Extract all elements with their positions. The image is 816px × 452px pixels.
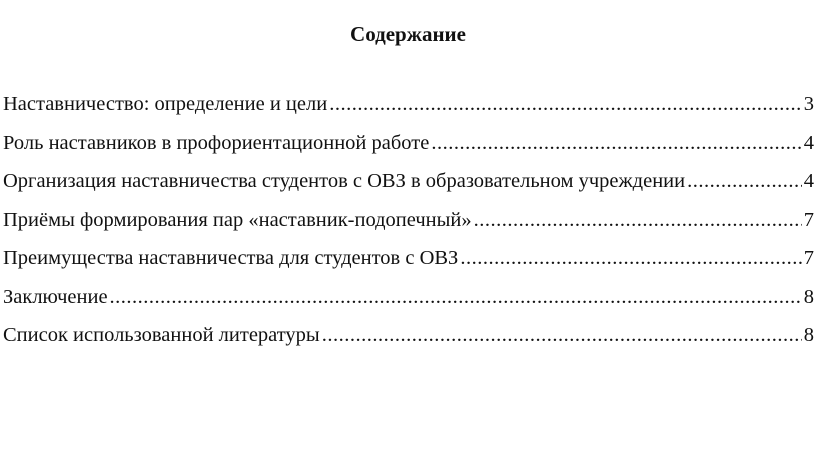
toc-entry-title: Организация наставничества студентов с ОВЗ в образовательном учреждении	[3, 170, 686, 192]
dot-leader	[110, 278, 802, 317]
table-of-contents	[3, 85, 814, 355]
dot-leader	[460, 239, 801, 278]
dot-leader	[322, 316, 802, 355]
toc-entry-title: Наставничество: определение и цели	[3, 93, 328, 115]
toc-entry[interactable]	[3, 162, 814, 201]
page-title: Содержание	[350, 22, 466, 46]
toc-entry[interactable]	[3, 201, 814, 240]
toc-entry[interactable]	[3, 85, 814, 124]
toc-entry-page: 8	[803, 285, 814, 308]
toc-entry[interactable]	[3, 124, 814, 163]
toc-entry[interactable]	[3, 239, 814, 278]
toc-entry-title: Преимущества наставничества для студентов с ОВЗ	[3, 247, 459, 269]
toc-entry-page: 7	[803, 208, 814, 231]
dot-leader	[474, 201, 802, 240]
toc-entry-page: 4	[803, 131, 814, 154]
toc-entry-title: Заключение	[3, 285, 108, 308]
toc-entry-page: 3	[803, 93, 814, 115]
toc-entry-page: 7	[803, 247, 814, 269]
toc-entry-page: 8	[803, 324, 814, 346]
toc-entry[interactable]	[3, 316, 814, 355]
toc-entry-title: Роль наставников в профориентационной работе	[3, 131, 430, 154]
toc-entry[interactable]	[3, 278, 814, 317]
dot-leader	[687, 162, 802, 201]
toc-entry-title: Приёмы формирования пар «наставник-подопечный»	[3, 208, 472, 231]
dot-leader	[431, 124, 801, 163]
toc-entry-title: Список использованной литературы	[3, 324, 320, 346]
dot-leader	[329, 85, 802, 124]
toc-entry-page: 4	[803, 170, 814, 192]
